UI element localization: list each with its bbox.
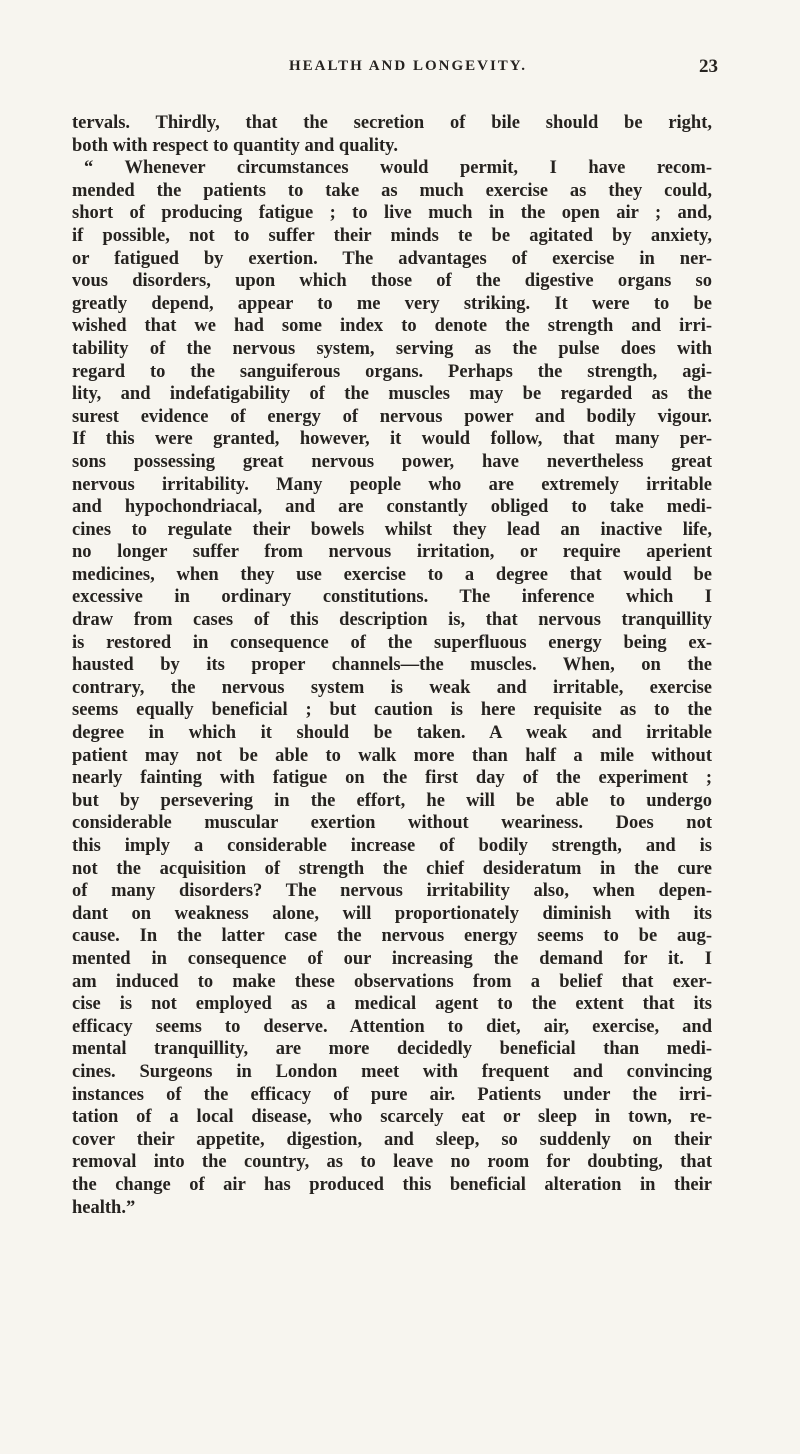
text-line: contrary, the nervous system is weak and irritable, exercise — [72, 677, 712, 698]
text-line: “ Whenever circumstances would permit, I have recom- — [84, 158, 712, 179]
text-line: patient may not be able to walk more than half a mile without — [72, 745, 712, 766]
text-line: health.” — [72, 1197, 136, 1218]
text-line: mented in consequence of our increasing the demand for it. I — [72, 948, 712, 969]
text-line: or fatigued by exertion. The advantages of exercise in ner- — [72, 248, 712, 269]
text-line: dant on weakness alone, will proportionately diminish with its — [72, 903, 712, 924]
text-line: considerable muscular exertion without weariness. Does not — [72, 813, 712, 834]
text-line: removal into the country, as to leave no room for doubting, that — [72, 1152, 712, 1173]
text-line: short of producing fatigue ; to live much in the open air ; and, — [72, 203, 712, 224]
text-line: but by persevering in the effort, he will be able to undergo — [72, 790, 712, 811]
page-number: 23 — [699, 56, 718, 77]
text-line: surest evidence of energy of nervous power and bodily vigour. — [72, 406, 712, 427]
text-line: seems equally beneficial ; but caution is here requisite as to the — [72, 700, 712, 721]
text-line: medicines, when they use exercise to a degree that would be — [72, 564, 712, 585]
text-line: and hypochondriacal, and are constantly obliged to take medi- — [72, 497, 712, 518]
text-line: both with respect to quantity and quality. — [72, 135, 399, 156]
text-line: cise is not employed as a medical agent to the extent that its — [72, 994, 712, 1015]
text-line: cines to regulate their bowels whilst they lead an inactive life, — [72, 519, 712, 540]
text-line: mental tranquillity, are more decidedly beneficial than medi- — [72, 1039, 712, 1060]
text-line: vous disorders, upon which those of the digestive organs so — [72, 271, 712, 292]
text-line: regard to the sanguiferous organs. Perhaps the strength, agi- — [72, 361, 712, 382]
text-line: if possible, not to suffer their minds te be agitated by anxiety, — [72, 225, 712, 246]
text-line: nearly fainting with fatigue on the first day of the experiment ; — [72, 768, 712, 789]
text-line: sons possessing great nervous power, have nevertheless great — [72, 451, 712, 472]
text-line: excessive in ordinary constitutions. The inference which I — [72, 587, 712, 608]
text-line: draw from cases of this description is, that nervous tranquillity — [72, 610, 712, 631]
text-line: lity, and indefatigability of the muscles may be regarded as the — [72, 384, 712, 405]
text-line: this imply a considerable increase of bodily strength, and is — [72, 836, 712, 856]
text-line: nervous irritability. Many people who are extremely irritable — [72, 474, 712, 495]
text-line: instances of the efficacy of pure air. Patients under the irri- — [72, 1084, 712, 1105]
text-line: no longer suffer from nervous irritation, or require aperient — [72, 542, 712, 563]
page-header — [98, 58, 718, 88]
text-line: of many disorders? The nervous irritability also, when depen- — [72, 881, 712, 902]
text-line: cines. Surgeons in London meet with frequent and convincing — [72, 1061, 712, 1082]
text-line: hausted by its proper channels—the muscles. When, on the — [72, 655, 712, 676]
text-line: cover their appetite, digestion, and sleep, so suddenly on their — [72, 1129, 712, 1150]
text-line: efficacy seems to deserve. Attention to diet, air, exercise, and — [72, 1016, 712, 1037]
text-line: wished that we had some index to denote the strength and irri- — [72, 316, 712, 337]
text-line: mended the patients to take as much exercise as they could, — [72, 180, 712, 201]
text-line: tability of the nervous system, serving as the pulse does with — [72, 338, 712, 359]
text-line: the change of air has produced this beneficial alteration in their — [72, 1174, 712, 1195]
text-line: degree in which it should be taken. A weak and irritable — [72, 723, 712, 744]
running-title: HEALTH AND LONGEVITY. — [288, 58, 528, 74]
text-line: If this were granted, however, it would follow, that many per- — [72, 429, 712, 450]
body-text — [72, 112, 712, 1219]
text-line: tation of a local disease, who scarcely eat or sleep in town, re- — [72, 1107, 712, 1128]
text-line: tervals. Thirdly, that the secretion of bile should be right, — [72, 113, 712, 133]
text-line: am induced to make these observations from a belief that exer- — [72, 971, 712, 992]
text-line: greatly depend, appear to me very striking. It were to be — [72, 293, 712, 314]
text-line: not the acquisition of strength the chief desideratum in the cure — [72, 858, 712, 879]
text-line: is restored in consequence of the superfluous energy being ex- — [72, 632, 712, 653]
text-line: cause. In the latter case the nervous energy seems to be aug- — [72, 926, 712, 947]
